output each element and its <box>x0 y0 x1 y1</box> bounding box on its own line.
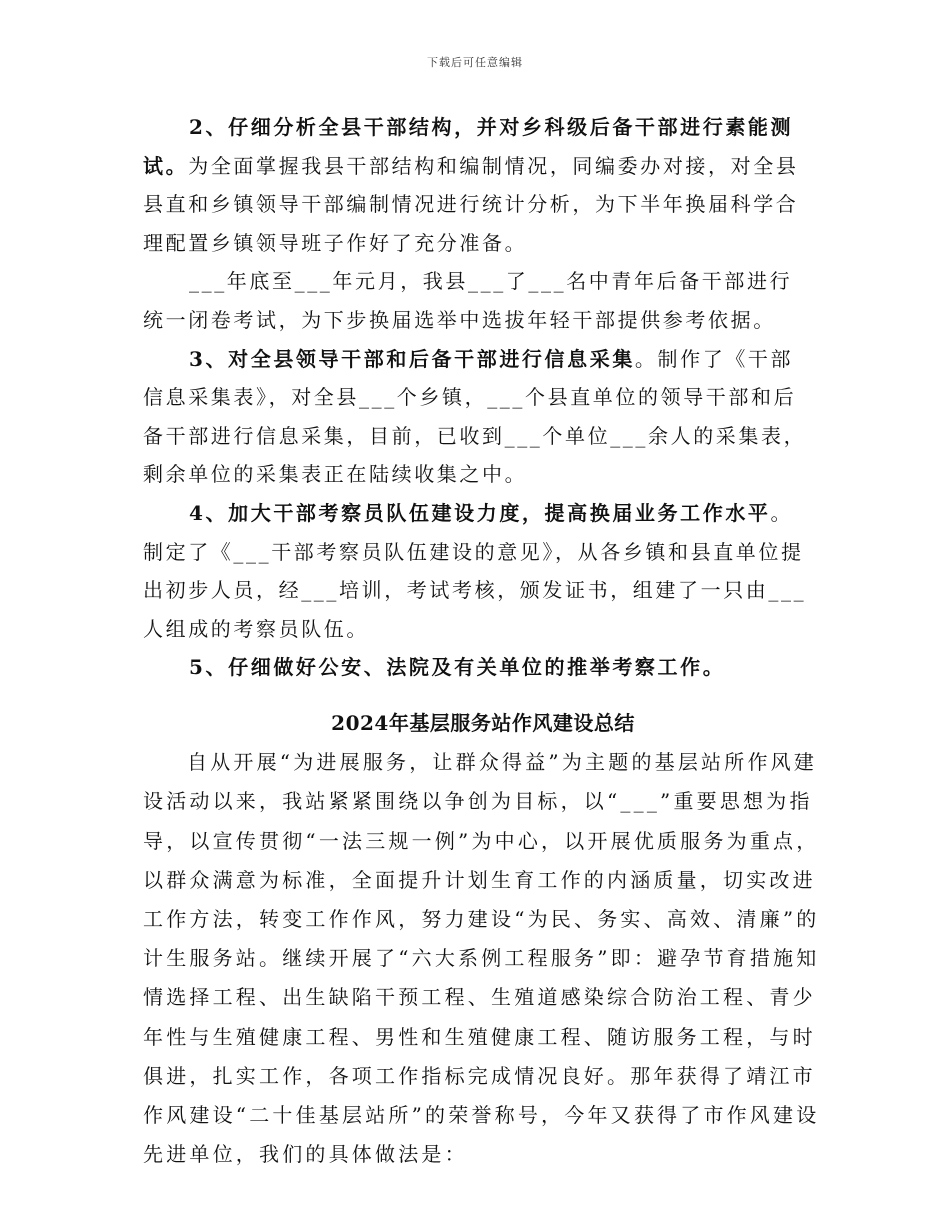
section-2 <box>143 108 813 262</box>
summary-title: 2024年基层服务站作风建设总结 <box>331 711 635 735</box>
section-3 <box>143 340 813 494</box>
section-4 <box>143 494 813 648</box>
section-5-heading: 5、仔细做好公安、法院及有关单位的推举考察工作。 <box>189 655 726 680</box>
section-2-heading-end: 。 <box>165 153 189 178</box>
summary-section <box>143 704 823 1174</box>
section-3-body: 。制作了《干部信息采集表》，对全县___个乡镇，___个县直单位的领导干部和后备干部进行信息采集，目前，已收到___个单位___余人的采集表，剩余单位的采集表正在陆续收集之中。 <box>143 346 807 487</box>
section-2-exam: ___年底至___年元月，我县___了___名中青年后备干部进行统一闭卷考试，为下步换届选举中选拔年轻干部提供参考依据。 <box>143 269 793 332</box>
download-note: 下载后可任意编辑 <box>427 56 523 69</box>
summary-body: 自从开展“为进展服务，让群众得益”为主题的基层站所作风建设活动以来，我站紧紧围绕以争创为目标，以“___”重要思想为指导，以宣传贯彻“一法三规一例”为中心，以开展优质服务为重点，以群众满意为标准，全面提升计划生育工作的内涵质量，切实改进工作方法，转变工作作风，努力建设“为民、务实、高效、清廉”的计生服务站。继续开展了“六大系例工程服务”即：避孕节育措施知情选择工程、出生缺陷干预工程、生殖道感染综合防治工程、青少年性与生殖健康工程、男性和生殖健康工程、随访服务工程，与时俱进，扎实工作，各项工作指标完成情况良好。那年获得了靖江市作风建设“二十佳基层站所”的荣誉称号，今年又获得了市作风建设先进单位，我们的具体做法是： <box>143 750 820 1167</box>
section-4-body: 。制定了《___干部考察员队伍建设的意见》，从各乡镇和县直单位提出初步人员，经___培训，考试考核，颁发证书，组建了一只由___人组成的考察员队伍。 <box>143 500 807 641</box>
section-2-body: 为全面掌握我县干部结构和编制情况，同编委办对接，对全县县直和乡镇领导干部编制情况进行统计分析，为下半年换届科学合理配置乡镇领导班子作好了充分准备。 <box>143 153 799 255</box>
document-body <box>143 108 813 687</box>
section-3-heading: 3、对全县领导干部和后备干部进行信息采集 <box>189 346 635 371</box>
section-4-heading: 4、加大干部考察员队伍建设力度，提高换届业务工作水平 <box>189 500 771 525</box>
section-2-heading: 2、仔细分析全县干部结构，并对乡科级后备干部进行素能测试 <box>143 115 794 178</box>
